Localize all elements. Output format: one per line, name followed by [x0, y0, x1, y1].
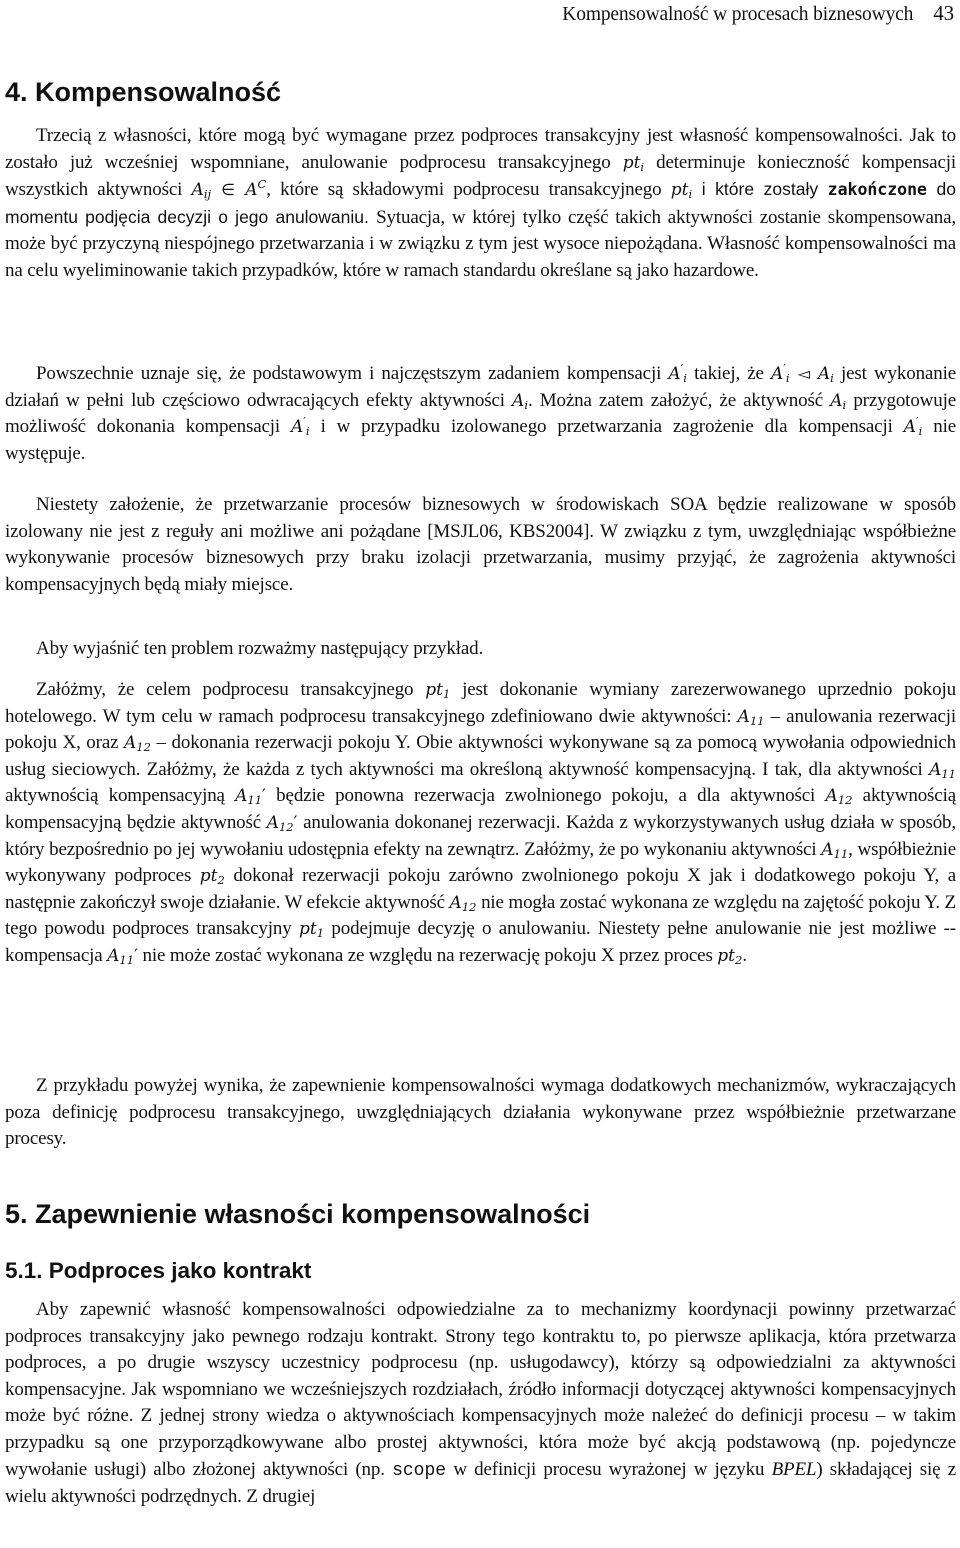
text: aktywnością kompensacyjną [5, 785, 236, 807]
math-a-12: $A_{12}$ [449, 892, 477, 914]
text: nie może zostać wykonana ze względu na rezerwację pokoju X przez proces [137, 944, 718, 966]
math-pt-i: $pt_i$ [670, 180, 693, 202]
paragraph-compensability-intro [5, 123, 956, 285]
math-a-11-prime: $A_{11}'$ [235, 786, 266, 808]
text: determinuje konieczność kompensacji wszystkich aktywności [5, 151, 956, 201]
math-a-ij-in-a-c: $A_{ij}$ ∈ $A^C$ [191, 177, 267, 202]
math-a-11: $A_{11}$ [821, 839, 849, 861]
text: Załóżmy, że celem podprocesu transakcyjnego [36, 679, 426, 700]
paragraph-example-intro: Aby wyjaśnić ten problem rozważmy następujący przykład. [36, 638, 484, 659]
paragraph-soa-isolation: Niestety założenie, że przetwarzanie procesów biznesowych w środowiskach SOA będzie realizowane w sposób izolowany nie jest z reguły ani możliwe ani pożądane [MSJL06, KBS2004]. W związku z tym, uwzględniając współbieżne wykonywanie procesów biznesowych przy braku izolacji przetwarzania, musimy przyjąć, że zagrożenia aktywności kompensacyjnych będą miały miejsce. [5, 494, 956, 595]
paragraph-subprocess-contract [5, 1297, 956, 1511]
math-pt-i: $pt_i$ [622, 152, 645, 174]
math-a-12-prime: $A_{12}'$ [266, 812, 298, 834]
running-header [562, 0, 954, 29]
text-sans: i które zostały [692, 179, 828, 200]
italic-bpel: BPEL [771, 1458, 817, 1480]
text: jest wykonanie działań w pełni lub częściowo odwracających efekty aktywności [5, 363, 956, 411]
text: będzie ponowna rezerwacja zwolnionego pokoju, a dla aktywności [265, 785, 826, 807]
paragraph-compensation-task [5, 361, 956, 467]
text: . [742, 944, 747, 966]
section-5-heading: 5. Zapewnienie własności kompensowalności [5, 1199, 591, 1229]
text: – dokonania rezerwacji pokoju Y. Obie aktywności wykonywane są za pomocą wywołania odpowiednich usług sieciowych. Załóżmy, że każda z tych aktywności ma określoną aktywność kompensacyjną. I tak, dla aktywności [5, 732, 956, 780]
math-a-12: $A_{12}$ [124, 733, 151, 755]
math-a-11: $A_{11}$ [929, 759, 956, 781]
text: nie mogła zostać wykonana ze względu na zajętość pokoju Y. Z tego powodu podproces transakcyjny [5, 891, 956, 940]
paragraph-example-conclusion: Z przykładu powyżej wynika, że zapewnienie kompensowalności wymaga dodatkowych mechanizmów, wykraczających poza definicję podprocesu transakcyjnego, uwzględniających działania wykonywane przez współbieżnie przetwarzane procesy. [5, 1075, 956, 1150]
running-title: Kompensowalność w procesach biznesowych [562, 4, 914, 25]
math-a-i: $A_i$ [512, 390, 529, 412]
text: takiej, że [686, 363, 771, 384]
text: nie występuje. [5, 416, 956, 464]
text: w definicji procesu wyrażonej w języku [446, 1458, 772, 1480]
text: przygotowuje możliwość dokonania kompensacji [5, 389, 956, 438]
text: Sytuacja, w której tylko część takich aktywności zostanie skompensowana, może być przyczyną niespójnego przetwarzania i w związku z tym jest wysoce niepożądana. [5, 206, 956, 255]
math-pt-2: $pt_2$ [199, 866, 225, 888]
text: anulowania dokonanej rezerwacji. Każda z wykorzystywanych usług działa w sposób, który bezpośrednio po jej wywołaniu udostępnia efekty na zewnątrz. Załóżmy, że po wykonaniu aktywności [5, 811, 956, 860]
text: Trzecią z własności, które mogą być wymagane przez podproces transakcyjny jest własność kompensowalności. Jak to zostało już wcześniej wspomniane, anulowanie podprocesu transakcyjnego [5, 125, 956, 173]
code-scope: scope [392, 1460, 447, 1481]
math-a-i: $A_i$ [830, 390, 847, 412]
math-pt-2: $pt_2$ [717, 945, 743, 967]
text: aktywnością kompensacyjną będzie aktywność [5, 785, 956, 833]
paragraph-hotel-example [5, 677, 956, 970]
math-a-prime-i-triangle-a-i: $A'_i$ ◅ $A_i$ [770, 361, 834, 385]
math-a-11-prime: $A_{11}'$ [107, 945, 138, 967]
text: – anulowania rezerwacji pokoju X, oraz [5, 705, 957, 754]
math-a-11: $A_{11}$ [737, 706, 765, 728]
text: , które są składowymi podprocesu transakcyjnego [266, 179, 671, 201]
text: Własność kompensowalności ma na celu wyeliminowanie takich przypadków, które w ramach standardu określane są jako hazardowe. [5, 233, 957, 281]
text: Powszechnie uznaje się, że podstawowym i najczęstszym zadaniem kompensacji [36, 363, 669, 384]
math-a-prime-i: $A'_i$ [291, 414, 310, 439]
text: i w przypadku izolowanego przetwarzania zagrożenie dla kompensacji [309, 416, 904, 438]
text: Aby zapewnić własność kompensowalności odpowiedzialne za to mechanizmy koordynacji powinny przetwarzać podproces transakcyjny jako pewnego rodzaju kontrakt. Strony tego kontraktu to, po pierwsze aplikacja, która przetwarza podproces, a po drugie wszyscy uczestnicy podprocesu (np. usługodawcy), którzy są odpowiedzialni za aktywności kompensacyjne. Jak wspomniano we wcześniejszych rozdziałach, źródło informacji dotyczącej aktywności kompensacyjnych może być różne. Z jednej strony wiedza o aktywnościach kompensacyjnych może należeć do definicji procesu – w takim przypadku są one przyporządkowywane albo prostej aktywności, która może być akcją podstawową (np. pojedyncze wywołanie usługi) albo złożonej aktywności (np. [5, 1299, 956, 1480]
text: ) składającej się z wielu aktywności podrzędnych. Z drugiej [5, 1458, 956, 1508]
math-a-prime-i: $A'_i$ [903, 414, 923, 439]
text: jest dokonanie wymiany zarezerwowanego uprzednio pokoju hotelowego. W tym celu w ramach podprocesu transakcyjnego zdefiniowano dwie aktywności: [5, 679, 956, 727]
section-5-1-heading: 5.1. Podproces jako kontrakt [5, 1258, 312, 1283]
math-pt-1: $pt_1$ [425, 680, 451, 701]
text: dokonał rezerwacji pokoju zarówno zwolnionego pokoju X jak i dodatkowego pokoju Y, a następnie zakończył swoje działanie. W efekcie aktywność [5, 865, 956, 913]
section-4-heading: 4. Kompensowalność [5, 77, 282, 107]
text: , współbieżnie wykonywany podproces [5, 838, 956, 887]
bold-term-completed: zakończone [827, 180, 927, 200]
math-a-12: $A_{12}$ [825, 786, 853, 808]
math-pt-1: $pt_1$ [298, 919, 325, 941]
text: . Można zatem założyć, że aktywność [528, 389, 831, 411]
text-sans: do momentu podjęcia decyzji o jego anulowaniu. [5, 179, 956, 227]
page-number: 43 [933, 1, 954, 25]
text: podejmuje decyzję o anulowaniu. Niestety pełne anulowanie nie jest możliwe -- kompensacja [5, 918, 956, 966]
math-a-prime-i: $A'_i$ [668, 361, 687, 385]
